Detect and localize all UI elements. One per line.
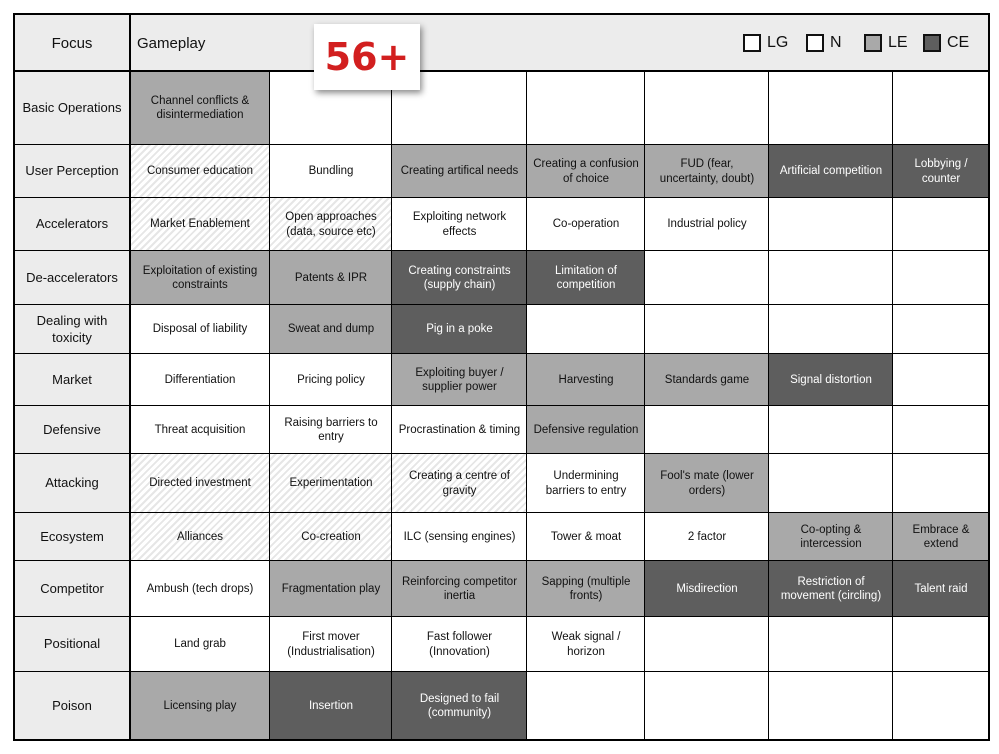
- empty-cell: [769, 251, 893, 305]
- legend-swatch-n: [806, 34, 824, 52]
- gameplay-cell: Tower & moat: [527, 513, 645, 561]
- gameplay-cell: Signal distortion: [769, 354, 893, 406]
- column-divider: [892, 71, 893, 740]
- gameplay-cell: Industrial policy: [645, 198, 769, 251]
- gameplay-cell: Differentiation: [130, 354, 270, 406]
- empty-cell: [769, 305, 893, 354]
- gameplay-cell: Disposal of liability: [130, 305, 270, 354]
- row-divider: [13, 144, 990, 145]
- legend-swatch-le: [864, 34, 882, 52]
- row-divider: [13, 560, 990, 561]
- focus-header: Focus: [51, 35, 93, 52]
- gameplay-cell: Embrace & extend: [893, 513, 989, 561]
- gameplay-cell: 2 factor: [645, 513, 769, 561]
- gameplay-cell: Bundling: [270, 145, 392, 198]
- empty-cell: [527, 672, 645, 740]
- empty-cell: [893, 251, 989, 305]
- row-label: Dealing with toxicity: [14, 305, 130, 354]
- empty-cell: [769, 406, 893, 454]
- table-border-bottom: [13, 739, 990, 741]
- empty-cell: [645, 617, 769, 672]
- gameplay-cell: Alliances: [130, 513, 270, 561]
- gameplay-cell: Reinforcing competitor inertia: [392, 561, 527, 617]
- empty-cell: [893, 198, 989, 251]
- empty-cell: [769, 198, 893, 251]
- legend-label-lg: LG: [767, 34, 789, 51]
- gameplay-cell: Standards game: [645, 354, 769, 406]
- gameplay-cell: Misdirection: [645, 561, 769, 617]
- gameplay-cell: Co-operation: [527, 198, 645, 251]
- gameplay-cell: Creating constraints (supply chain): [392, 251, 527, 305]
- gameplay-cell: Open approaches (data, source etc): [270, 198, 392, 251]
- empty-cell: [893, 71, 989, 145]
- gameplay-cell: Experimentation: [270, 454, 392, 513]
- table-border-left: [13, 13, 15, 741]
- gameplay-cell: Harvesting: [527, 354, 645, 406]
- legend-swatch-ce: [923, 34, 941, 52]
- row-label: Defensive: [14, 406, 130, 454]
- gameplay-cell: Directed investment: [130, 454, 270, 513]
- gameplay-cell: FUD (fear, uncertainty, doubt): [645, 145, 769, 198]
- row-label: Attacking: [14, 454, 130, 513]
- gameplay-header: Gameplay: [137, 35, 206, 52]
- legend-label-n: N: [830, 34, 842, 51]
- gameplay-cell: Fragmentation play: [270, 561, 392, 617]
- header-divider: [13, 70, 990, 72]
- gameplay-cell: Undermining barriers to entry: [527, 454, 645, 513]
- row-label: Accelerators: [14, 198, 130, 251]
- empty-cell: [893, 672, 989, 740]
- gameplay-cell: Creating a centre of gravity: [392, 454, 527, 513]
- row-label: Ecosystem: [14, 513, 130, 561]
- gameplay-cell: Talent raid: [893, 561, 989, 617]
- empty-cell: [769, 672, 893, 740]
- gameplay-cell: Sweat and dump: [270, 305, 392, 354]
- empty-cell: [769, 71, 893, 145]
- empty-cell: [645, 672, 769, 740]
- legend-item-lg: [743, 33, 788, 53]
- empty-cell: [893, 617, 989, 672]
- column-divider: [526, 71, 527, 740]
- empty-cell: [645, 305, 769, 354]
- row-label: User Perception: [14, 145, 130, 198]
- row-label: Positional: [14, 617, 130, 672]
- gameplay-cell: Co-creation: [270, 513, 392, 561]
- legend-item-n: [806, 33, 842, 53]
- gameplay-cell: Licensing play: [130, 672, 270, 740]
- empty-cell: [893, 354, 989, 406]
- gameplay-cell: Fast follower (Innovation): [392, 617, 527, 672]
- gameplay-cell: Limitation of competition: [527, 251, 645, 305]
- gameplay-cell: ILC (sensing engines): [392, 513, 527, 561]
- empty-cell: [645, 71, 769, 145]
- empty-cell: [645, 406, 769, 454]
- legend-item-le: [864, 33, 908, 53]
- row-divider: [13, 405, 990, 406]
- gameplay-cell: Land grab: [130, 617, 270, 672]
- gameplay-cell: Patents & IPR: [270, 251, 392, 305]
- empty-cell: [527, 305, 645, 354]
- row-divider: [13, 453, 990, 454]
- table-border-top: [13, 13, 990, 15]
- legend-label-ce: CE: [947, 34, 970, 51]
- row-label: Competitor: [14, 561, 130, 617]
- empty-cell: [769, 454, 893, 513]
- row-label: Basic Operations: [14, 71, 130, 145]
- row-divider: [13, 616, 990, 617]
- gameplay-cell: Exploiting buyer / supplier power: [392, 354, 527, 406]
- gameplay-cell: Sapping (multiple fronts): [527, 561, 645, 617]
- gameplay-cell: Pricing policy: [270, 354, 392, 406]
- legend-item-ce: [923, 33, 969, 53]
- gameplay-cell: Defensive regulation: [527, 406, 645, 454]
- empty-cell: [893, 454, 989, 513]
- gameplay-cell: Pig in a poke: [392, 305, 527, 354]
- gameplay-cell: Channel conflicts & disintermediation: [130, 71, 270, 145]
- gameplay-cell: Co-opting & intercession: [769, 513, 893, 561]
- column-divider: [768, 71, 769, 740]
- column-divider: [391, 71, 392, 740]
- legend-label-le: LE: [888, 34, 908, 51]
- gameplay-cell: Weak signal / horizon: [527, 617, 645, 672]
- column-divider: [269, 71, 270, 740]
- gameplay-cell: Fool's mate (lower orders): [645, 454, 769, 513]
- row-divider: [13, 250, 990, 251]
- gameplay-cell: Ambush (tech drops): [130, 561, 270, 617]
- empty-cell: [893, 305, 989, 354]
- gameplay-cell: Creating a confusion of choice: [527, 145, 645, 198]
- empty-cell: [893, 406, 989, 454]
- row-label: Market: [14, 354, 130, 406]
- gameplay-cell: Designed to fail (community): [392, 672, 527, 740]
- empty-cell: [645, 251, 769, 305]
- row-divider: [13, 671, 990, 672]
- count-badge: 56+: [314, 24, 420, 90]
- row-divider: [13, 304, 990, 305]
- gameplay-cell: Consumer education: [130, 145, 270, 198]
- gameplay-cell: Procrastination & timing: [392, 406, 527, 454]
- gameplay-cell: Creating artifical needs: [392, 145, 527, 198]
- gameplay-cell: Exploitation of existing constraints: [130, 251, 270, 305]
- empty-cell: [769, 617, 893, 672]
- empty-cell: [527, 71, 645, 145]
- column-divider: [644, 71, 645, 740]
- gameplay-cell: Artificial competition: [769, 145, 893, 198]
- legend-swatch-lg: [743, 34, 761, 52]
- gameplay-cell: First mover (Industrialisation): [270, 617, 392, 672]
- gameplay-cell: Threat acquisition: [130, 406, 270, 454]
- row-label: Poison: [14, 672, 130, 740]
- row-label: De-accelerators: [14, 251, 130, 305]
- table-border-right: [988, 13, 990, 741]
- gameplay-cell: Exploiting network effects: [392, 198, 527, 251]
- gameplay-cell: Lobbying / counter: [893, 145, 989, 198]
- row-divider: [13, 353, 990, 354]
- gameplay-cell: Insertion: [270, 672, 392, 740]
- gameplay-cell: Restriction of movement (circling): [769, 561, 893, 617]
- focus-column-divider: [129, 13, 131, 741]
- gameplay-cell: Raising barriers to entry: [270, 406, 392, 454]
- gameplay-cell: Market Enablement: [130, 198, 270, 251]
- row-divider: [13, 512, 990, 513]
- row-divider: [13, 197, 990, 198]
